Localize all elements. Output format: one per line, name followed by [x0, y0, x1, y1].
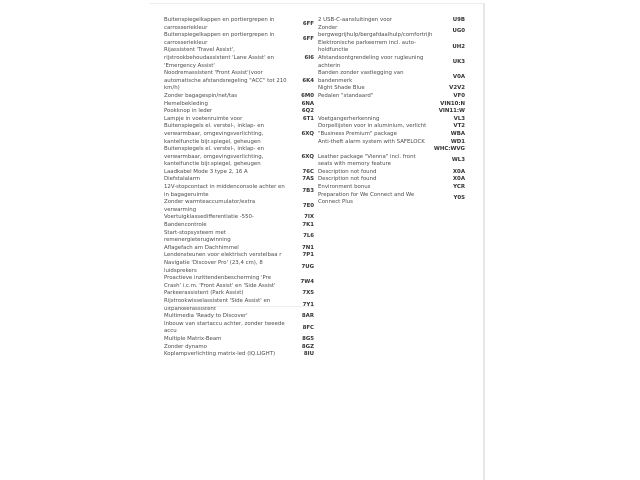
option-description: Multimedia 'Ready to Discover' — [164, 313, 248, 320]
option-row — [164, 169, 314, 177]
option-code: 7L6 — [303, 233, 314, 240]
option-code: 8FC — [302, 324, 314, 331]
option-row — [164, 47, 314, 70]
option-row — [164, 32, 314, 47]
option-code: 6XQ — [301, 153, 314, 160]
option-code: UK3 — [452, 58, 465, 65]
option-code: 6Q2 — [301, 108, 314, 115]
option-code: VIN11:W — [438, 108, 465, 115]
option-code: 7K1 — [302, 222, 314, 229]
option-description: Environment bonus — [318, 184, 371, 191]
option-code: WD1 — [450, 138, 465, 145]
option-code: 8GZ — [301, 343, 314, 350]
option-description: Buitenspiegels el. verstel-, inklap- en verwarmbaar, omgevingsverlichting, kantelfunctie bijr.spiegel, geheugen — [164, 146, 264, 168]
option-description: Dorpellijsten voor in aluminium, verlicht — [318, 123, 427, 130]
option-description: Lampje in voetenruimte voor — [164, 115, 243, 122]
option-code: WHC:WVG — [433, 146, 465, 153]
option-row — [318, 176, 465, 184]
option-code: VF0 — [453, 92, 465, 99]
option-code: 6I6 — [304, 54, 314, 61]
option-description: 12V-stopcontact in middenconsole achter en in bagageruimte — [164, 184, 285, 198]
option-description: Multiple Matrix-Beam — [164, 335, 222, 342]
option-description: Description not found — [318, 168, 377, 175]
option-code: 7N1 — [301, 244, 314, 251]
option-row — [318, 85, 465, 93]
option-code: VL3 — [453, 115, 465, 122]
option-description: Zonder bergwegrijhulp/bergafdaalhulp/comfortrijh — [318, 24, 433, 39]
option-row — [318, 146, 465, 154]
option-description: Voetgangerherkenning — [318, 115, 380, 122]
option-code: 6NA — [301, 100, 314, 107]
option-code: VT2 — [453, 123, 465, 130]
option-row — [318, 25, 465, 40]
option-description: Voertuigklassedifferentiatie -550- — [164, 214, 254, 221]
option-code: 6FF — [302, 20, 314, 27]
option-code: Y0S — [453, 195, 465, 202]
option-row — [164, 123, 314, 146]
option-description: Start-stopsysteem met remenergieterugwinning — [164, 229, 231, 244]
option-row — [164, 146, 314, 169]
option-description: Leather package "Vienna" incl. front seats with memory feature — [318, 153, 416, 168]
option-row — [318, 154, 465, 169]
option-code: UG0 — [452, 28, 465, 35]
option-row — [318, 139, 465, 147]
option-row — [318, 40, 465, 55]
option-code: X0A — [452, 176, 465, 183]
divider — [164, 306, 314, 307]
option-description: Anti-theft alarm system with SAFELOCK — [318, 138, 425, 145]
option-row — [164, 230, 314, 245]
option-description: Banden zonder vastlegging van bandenmerk — [318, 70, 404, 84]
option-row — [164, 290, 314, 298]
option-description: Night Shade Blue — [318, 85, 365, 92]
option-row — [318, 123, 465, 131]
option-description: Afstandsontgrendeling voor rugleuning achterin — [318, 54, 424, 69]
option-description: "Business Premium" package — [318, 130, 397, 137]
option-row — [164, 321, 314, 336]
option-description: Preparation for We Connect and We Connect Plus — [318, 191, 415, 206]
option-code: 8AR — [301, 313, 314, 320]
option-description: Navigatie 'Discover Pro' (23,4 cm), 8 luidsprekers — [164, 260, 263, 274]
option-description: Buitenspiegelkappen en portiergrepen in carrosseriekleur — [164, 17, 275, 31]
option-row — [164, 101, 314, 109]
option-description: Pookknop in leder — [164, 108, 213, 115]
option-description: Rijstrookwisselassistent 'Side Assist' en uitparkeerassistent — [164, 297, 271, 312]
option-code: U9B — [452, 17, 465, 23]
option-code: YCR — [453, 184, 465, 191]
option-row — [164, 199, 314, 214]
option-description: Elektronische parkeerrem incl. auto-holdfunctie — [318, 39, 416, 54]
option-row — [318, 184, 465, 192]
option-code: 7X5 — [302, 290, 314, 297]
option-row — [164, 313, 314, 321]
option-description: Inbouw van startaccu achter, zonder tweede accu — [164, 320, 285, 335]
option-code: 7UG — [301, 263, 314, 270]
option-row — [318, 108, 465, 116]
option-row — [164, 176, 314, 184]
option-code: X0A — [452, 168, 465, 175]
option-row — [318, 131, 465, 139]
option-code: 7AS — [302, 176, 314, 183]
option-row — [318, 93, 465, 101]
option-description: Description not found — [318, 176, 377, 183]
option-description: Buitenspiegels el. verstel-, inklap- en verwarmbaar, omgevingsverlichting, kantelfunctie bijr.spiegel, geheugen — [164, 123, 264, 145]
option-code: 76C — [302, 168, 314, 175]
option-row — [318, 116, 465, 124]
option-description: Koplampverlichting matrix-led (IQ.LIGHT) — [164, 351, 276, 358]
option-code: 6K4 — [302, 77, 314, 84]
option-row — [164, 184, 314, 199]
option-description: Zonder warmteaccumulator/extra verwarming — [164, 199, 256, 213]
option-code: 6T1 — [302, 115, 314, 122]
option-code: 6M0 — [301, 92, 314, 99]
option-row — [164, 93, 314, 101]
option-code: 6XQ — [301, 130, 314, 137]
option-row — [164, 260, 314, 275]
option-code: 7Y1 — [302, 301, 314, 308]
option-row — [164, 70, 314, 93]
option-row — [164, 222, 314, 230]
option-description: Bandencontrole — [164, 222, 207, 229]
option-row — [318, 70, 465, 85]
option-description: Rijassistent 'Travel Assist', rijstrookbehoudassistent 'Lane Assist' en 'Emergency Assist' — [164, 47, 275, 69]
option-row — [318, 192, 465, 207]
option-description: Proactieve inzittendenbescherming 'Pre Crash' i.c.m. 'Front Assist' en 'Side Assist' — [164, 275, 276, 289]
option-row — [164, 17, 314, 32]
option-description: 2 USB-C-aansluitingen voor — [318, 17, 393, 23]
options-list-left — [164, 17, 314, 359]
option-code: VIN10:N — [440, 100, 465, 107]
option-code: V2V2 — [449, 85, 465, 92]
option-row — [164, 336, 314, 344]
option-description: Noodremassistent 'Front Assist'(voor automatische afstandsregeling "ACC" tot 210 km/h) — [164, 70, 287, 92]
option-description: Buitenspiegelkappen en portiergrepen in carrosseriekleur — [164, 32, 275, 46]
option-code: 7P1 — [302, 252, 314, 259]
option-code: UH2 — [452, 43, 465, 50]
option-description: Lendensteunen voor elektrisch verstelbaa r — [164, 252, 282, 259]
option-row — [164, 214, 314, 222]
option-description: Zonder dynamo — [164, 343, 207, 350]
option-description: Zonder bagagespin/net/tas — [164, 92, 238, 99]
option-code: WBA — [450, 130, 465, 137]
option-description: Pedalen "standaard" — [318, 92, 374, 99]
option-code: 7E0 — [302, 203, 314, 210]
option-code: 7W4 — [300, 278, 314, 285]
option-description: Aflagefach am Dachhimmel — [164, 244, 239, 251]
option-code: V0A — [452, 73, 465, 80]
option-row — [318, 101, 465, 109]
option-row — [318, 17, 465, 25]
option-row — [318, 169, 465, 177]
option-code: 8G5 — [302, 335, 314, 342]
option-description: Parkeerassistent (Park Assist) — [164, 290, 244, 297]
options-list-right — [318, 17, 465, 207]
option-row — [318, 55, 465, 70]
option-description: Laadkabel Mode 3 type 2, 16 A — [164, 168, 248, 175]
option-row — [164, 275, 314, 290]
option-code: 7B3 — [302, 187, 314, 194]
option-code: 6FF — [302, 35, 314, 42]
option-row — [164, 344, 314, 352]
option-row — [164, 351, 314, 359]
option-description: Hemelbekleding — [164, 100, 208, 107]
option-row — [164, 116, 314, 124]
option-code: WL3 — [451, 157, 465, 164]
option-description: Diefstalalarm — [164, 176, 201, 183]
option-code: 7IX — [304, 214, 314, 221]
option-row — [164, 245, 314, 253]
option-code: 8IU — [303, 351, 314, 358]
option-row — [164, 108, 314, 116]
option-row — [164, 252, 314, 260]
